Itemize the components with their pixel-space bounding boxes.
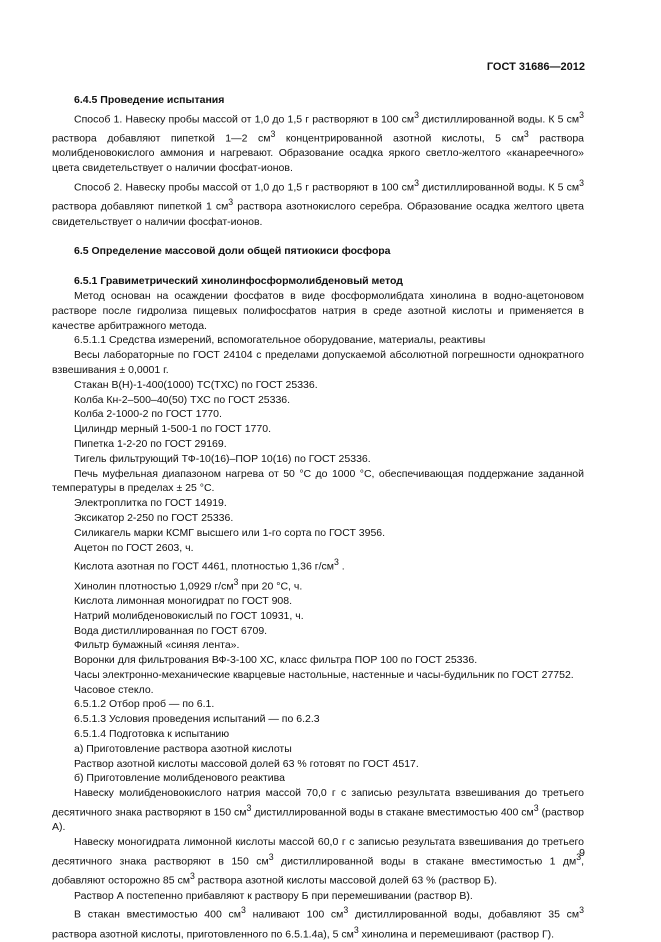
paragraph: 6.5.1.2 Отбор проб — по 6.1. bbox=[74, 698, 215, 711]
paragraph: Вода дистиллированная по ГОСТ 6709. bbox=[74, 624, 268, 637]
paragraph: Способ 1. Навеску пробы массой от 1,0 до 1,5 г растворяют в 100 $см^3$ дистиллированной воды. К 5 $см^3$ раствора добавляют пипеткой 1—2 $см^3$ концентрированной азотной кислоты, 5 $см^3$ раствора молибденовокислого аммония и нагревают. Образование осадка яркого светло-желтого «канареечного» цвета свидетельствует о наличии фосфат-ионов. bbox=[52, 109, 585, 175]
paragraph: б) Приготовление молибденового реактива bbox=[74, 772, 285, 785]
paragraph: Весы лабораторные по ГОСТ 24104 с пределами допускаемой абсолютной погрешности однократного взвешивания ± 0,0001 г. bbox=[52, 349, 584, 376]
spacer bbox=[52, 229, 584, 244]
paragraph: Колба 2-1000-2 по ГОСТ 1770. bbox=[74, 408, 222, 421]
paragraph: Кислота лимонная моногидрат по ГОСТ 908. bbox=[74, 594, 293, 607]
paragraph: Способ 2. Навеску пробы массой от 1,0 до 1,5 г растворяют в 100 $см^3$ дистиллированной воды. К 5 $см^3$ раствора добавляют пипеткой 1 $см^3$ раствора азотнокислого серебра. Образование осадка желтого цвета свидетельствует о наличии фосфат-ионов. bbox=[52, 177, 584, 228]
paragraph: Цилиндр мерный 1-500-1 по ГОСТ 1770. bbox=[74, 423, 271, 436]
paragraph: а) Приготовление раствора азотной кислоты bbox=[74, 742, 292, 755]
paragraph: Часы электронно-механические кварцевые настольные, настенные и часы-будильник по ГОСТ 27752. bbox=[74, 668, 574, 681]
paragraph: Раствор азотной кислоты массовой долей 63 % готовят по ГОСТ 4517. bbox=[74, 757, 419, 770]
paragraph: Натрий молибденовокислый по ГОСТ 10931, ч. bbox=[74, 609, 304, 622]
section-heading: 6.5 Определение массовой доли общей пятиокиси фосфора bbox=[74, 245, 391, 258]
paragraph: 6.5.1.1 Средства измерений, вспомогательное оборудование, материалы, реактивы bbox=[74, 334, 486, 347]
paragraph: Силикагель марки КСМГ высшего или 1-го сорта по ГОСТ 3956. bbox=[74, 526, 386, 539]
paragraph: Тигель фильтрующий ТФ-10(16)–ПОР 10(16) по ГОСТ 25336. bbox=[74, 452, 371, 465]
document-body bbox=[52, 93, 584, 942]
paragraph: 6.5.1.3 Условия проведения испытаний — по 6.2.3 bbox=[74, 713, 320, 726]
paragraph: Фильтр бумажный «синяя лента». bbox=[74, 639, 240, 652]
paragraph: Пипетка 1-2-20 по ГОСТ 29169. bbox=[74, 437, 227, 450]
paragraph: Навеску моногидрата лимонной кислоты массой 60,0 г с записью результата взвешивания до третьего десятичного знака растворяют в 150 $см^3$ дистиллированной воды в стакане вместимостью 1 $дм^3$, добавляют осторожно 85 $см^3$ раствора азотной кислоты массовой долей 63 % (раствор Б). bbox=[52, 836, 585, 887]
page-header-doc-id: ГОСТ 31686—2012 bbox=[486, 61, 585, 73]
paragraph: Воронки для фильтрования ВФ-3-100 ХС, класс фильтра ПОР 100 по ГОСТ 25336. bbox=[74, 654, 478, 667]
paragraph: Эксикатор 2-250 по ГОСТ 25336. bbox=[74, 511, 234, 524]
paragraph: Хинолин плотностью 1,0929 $г/см^3$ при 20 °С, ч. bbox=[74, 576, 303, 593]
paragraph: Печь муфельная диапазоном нагрева от 50 °С до 1000 °С, обеспечивающая поддержание заданной температуры в пределах ± 25 °С. bbox=[52, 467, 584, 495]
paragraph: Ацетон по ГОСТ 2603, ч. bbox=[74, 541, 194, 554]
section-heading: 6.4.5 Проведение испытания bbox=[74, 94, 225, 106]
paragraph: Часовое стекло. bbox=[74, 683, 154, 696]
paragraph: Метод основан на осаждении фосфатов в виде фосформолибдата хинолина в водно-ацетоновом растворе после гидролиза пищевых полифосфатов натрия в среде азотной кислоты и применяется в качестве арбитражного метода. bbox=[52, 289, 584, 332]
paragraph: Стакан В(Н)-1-400(1000) ТС(ТХС) по ГОСТ 25336. bbox=[74, 378, 318, 391]
spacer bbox=[52, 259, 584, 274]
paragraph: Раствор А постепенно прибавляют к раствору Б при перемешивании (раствор В). bbox=[74, 889, 473, 902]
section-heading: 6.5.1 Гравиметрический хинолинфосформолибденовый метод bbox=[74, 275, 403, 288]
paragraph: Навеску молибденовокислого натрия массой 70,0 г с записью результата взвешивания до третьего десятичного знака растворяют в 150 $см^3$ дистиллированной воды в стакане вместимостью 400 $см^3$ (раствор А). bbox=[52, 787, 584, 834]
paragraph: 6.5.1.4 Подготовка к испытанию bbox=[74, 728, 230, 741]
paragraph: В стакан вместимостью 400 $см^3$ наливают 100 $см^3$ дистиллированной воды, добавляют 35 $см^3$ раствора азотной кислоты, приготовленного по 6.5.1.4а), 5 $см^3$ хинолина и перемешивают (раствор Г). bbox=[52, 905, 585, 941]
page-number: 9 bbox=[579, 847, 585, 859]
paragraph: Электроплитка по ГОСТ 14919. bbox=[74, 497, 227, 510]
paragraph: Колба Кн-2–500–40(50) ТХС по ГОСТ 25336. bbox=[74, 393, 291, 406]
paragraph: Кислота азотная по ГОСТ 4461, плотностью 1,36 $г/см^3$ . bbox=[74, 557, 345, 573]
